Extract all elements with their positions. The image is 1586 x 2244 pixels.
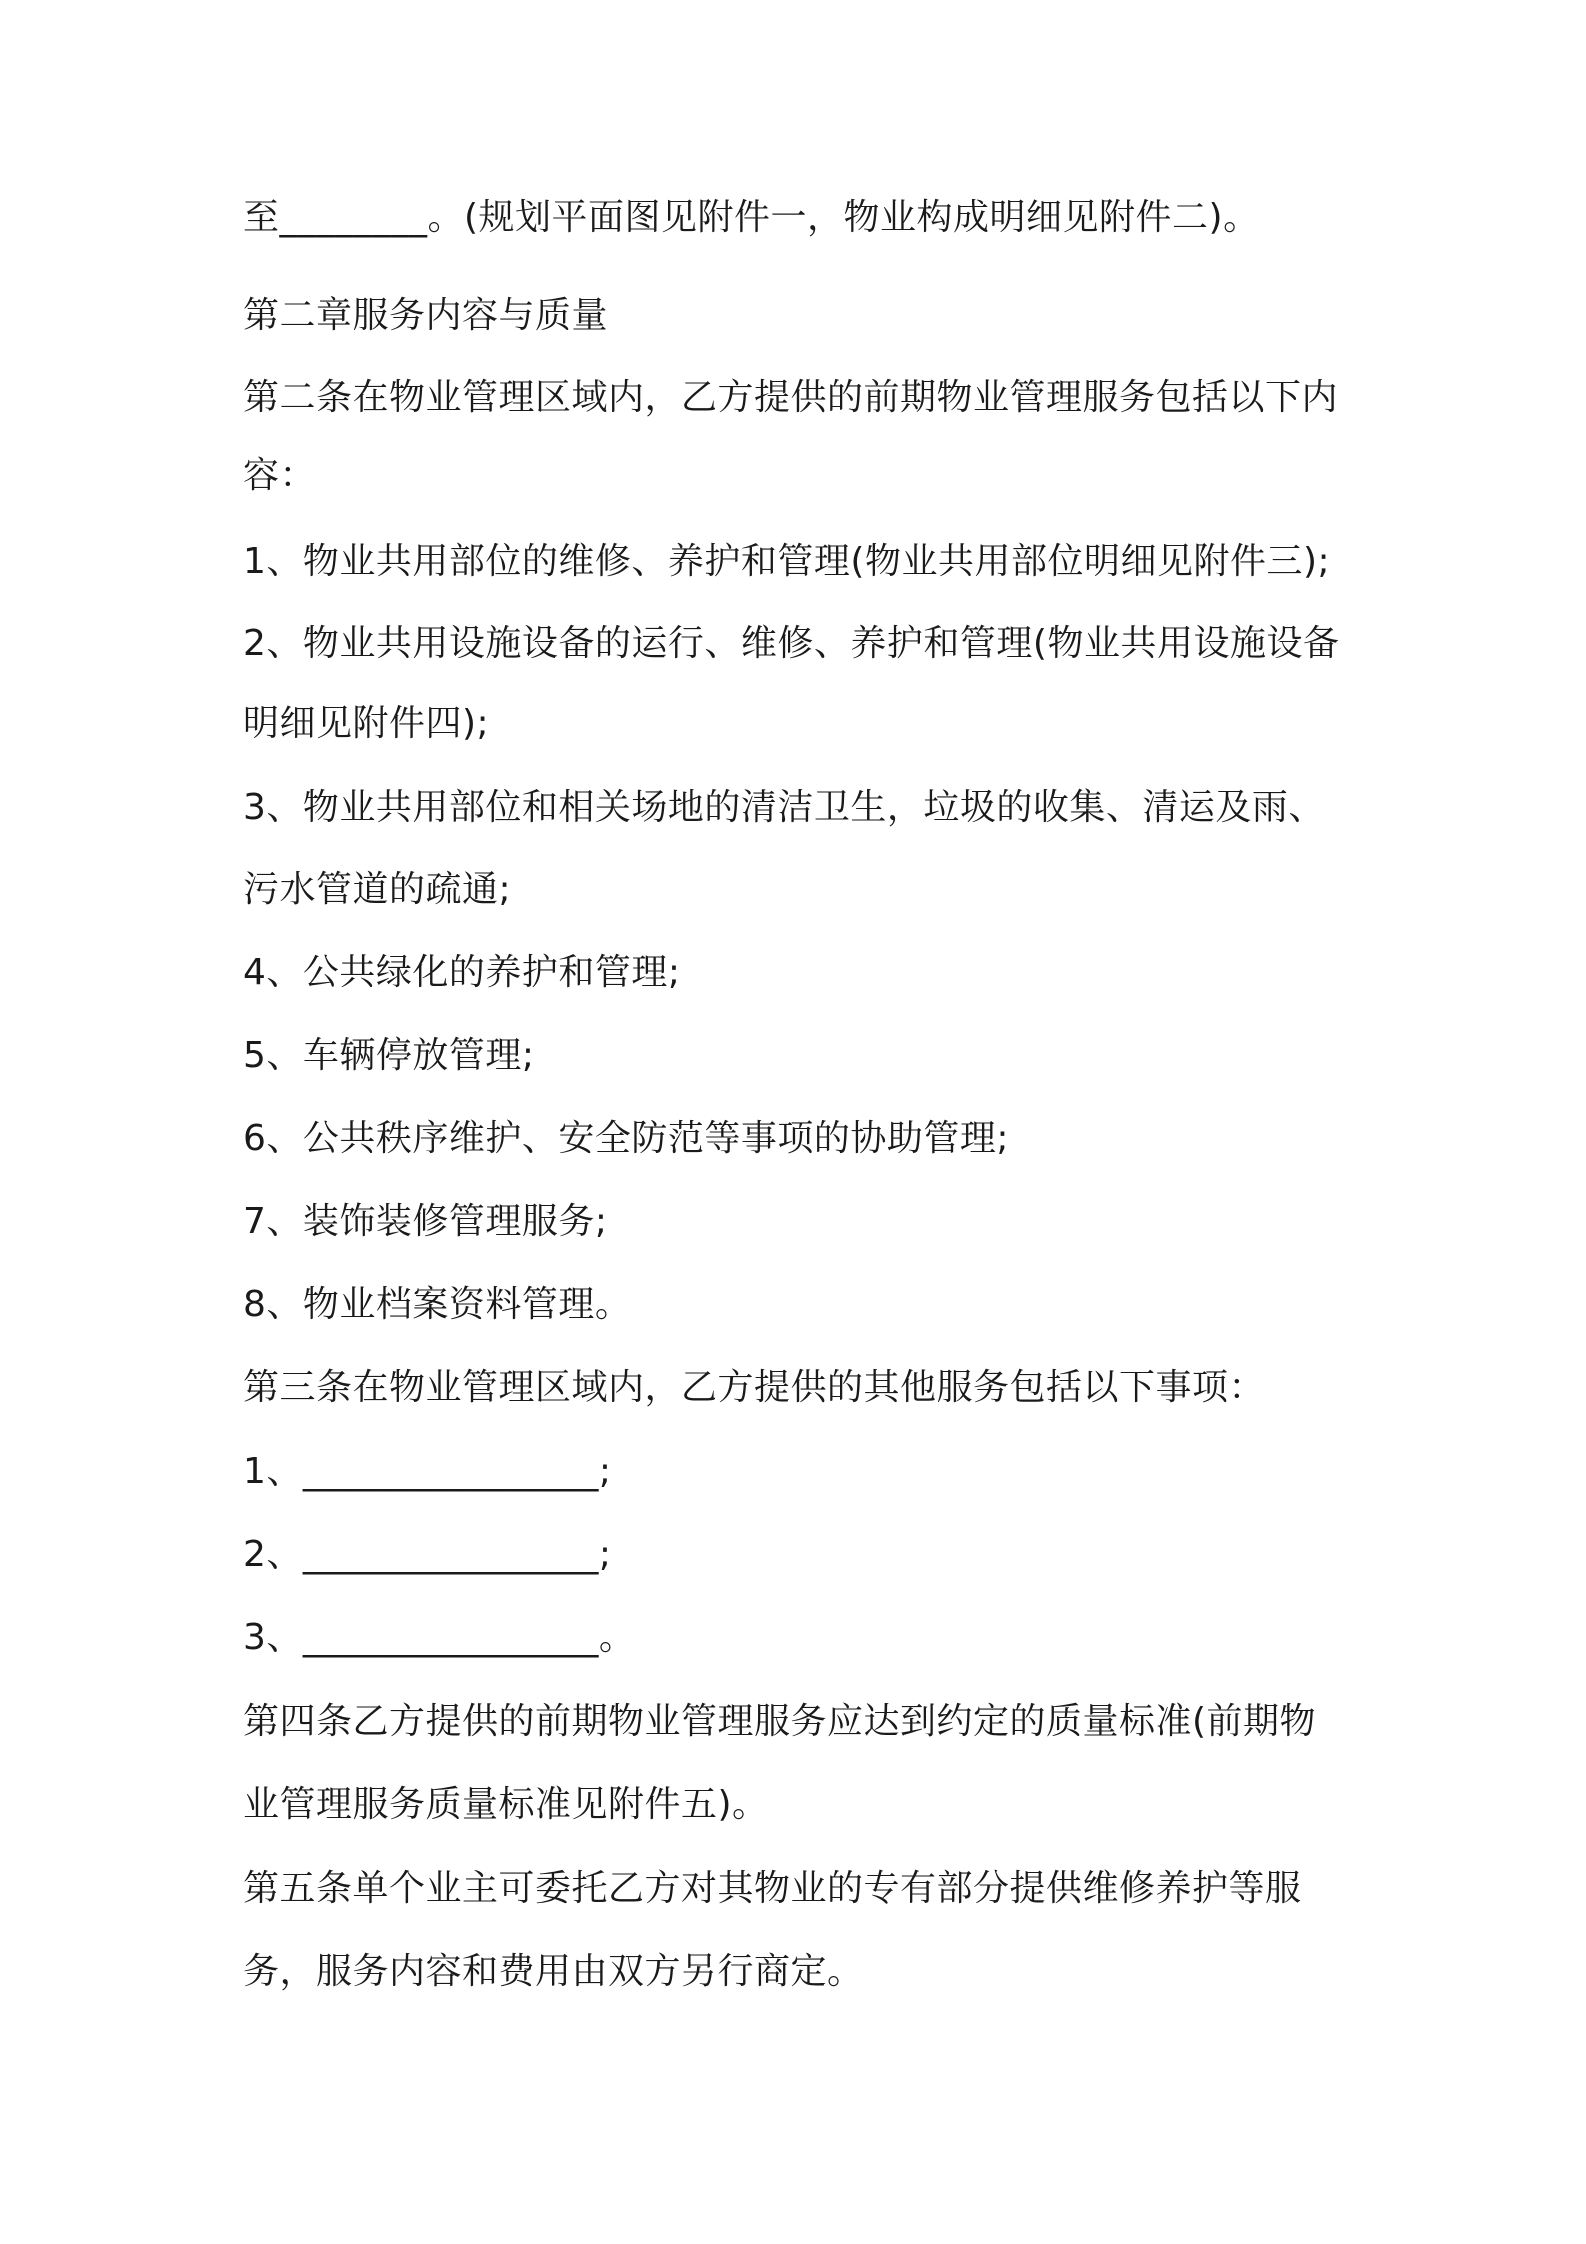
list-item-2: 2、物业共用设施设备的运行、维修、养护和管理(物业共用设施设备 [243,623,1340,664]
article-4-text: 第四条乙方提供的前期物业管理服务应达到约定的质量标准(前期物 [243,1701,1317,1742]
article-3-text: 第三条在物业管理区域内，乙方提供的其他服务包括以下事项： [243,1367,1266,1408]
article-2-text-cont: 容： [243,455,317,496]
list-item-4: 4、公共绿化的养护和管理; [243,952,681,993]
blank-item-2: 2、________________; [243,1534,612,1575]
article-2-text: 第二条在物业管理区域内，乙方提供的前期物业管理服务包括以下内 [243,377,1339,418]
text-line-continuation: 至________。(规划平面图见附件一，物业构成明细见附件二)。 [243,197,1260,238]
article-5-text: 第五条单个业主可委托乙方对其物业的专有部分提供维修养护等服 [243,1868,1302,1909]
list-item-7: 7、装饰装修管理服务; [243,1201,608,1242]
list-item-3: 3、物业共用部位和相关场地的清洁卫生，垃圾的收集、清运及雨、 [243,787,1325,828]
list-item-5: 5、车辆停放管理; [243,1035,535,1076]
list-item-8: 8、物业档案资料管理。 [243,1284,632,1325]
article-5-text-cont: 务，服务内容和费用由双方另行商定。 [243,1951,864,1992]
list-item-2-cont: 明细见附件四); [243,703,490,744]
list-item-6: 6、公共秩序维护、安全防范等事项的协助管理; [243,1118,1010,1159]
list-item-1: 1、物业共用部位的维修、养护和管理(物业共用部位明细见附件三); [243,541,1331,582]
chapter-heading: 第二章服务内容与质量 [243,295,609,336]
list-item-3-cont: 污水管道的疏通; [243,869,512,910]
blank-item-3: 3、________________。 [243,1617,636,1658]
blank-item-1: 1、________________; [243,1451,612,1492]
article-4-text-cont: 业管理服务质量标准见附件五)。 [243,1784,769,1825]
